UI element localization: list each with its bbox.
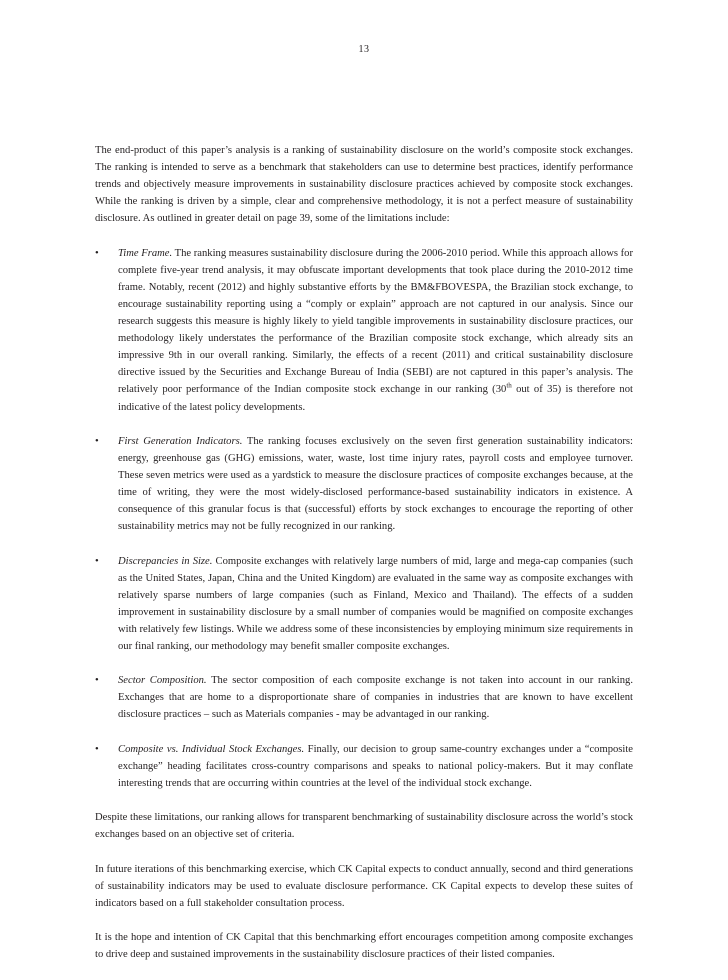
limitations-list <box>95 245 633 792</box>
bullet-icon: • <box>95 435 99 447</box>
closing-paragraph: It is the hope and intention of CK Capital that this benchmarking effort encourages competition among composite exchanges to drive deep and sustained improvements in the sustainability disclosure practices of their listed companies. <box>95 932 633 961</box>
limitation-title: First Generation Indicators. <box>118 435 243 447</box>
limitation-title: Composite vs. Individual Stock Exchanges. <box>118 743 305 755</box>
limitation-text: The sector composition of each composite exchange is not taken into account in our ranking. Exchanges that are home to a disproportionate share of companies in industries that are known to have excellent disclosure practices – such as Materials companies - may be advantaged in our ranking. <box>118 675 633 721</box>
intro-paragraph: The end-product of this paper’s analysis is a ranking of sustainability disclosure on the world’s composite stock exchanges. The ranking is intended to serve as a benchmark that stakeholders can use to determine best practices, identify performance trends and objectively measure improvements in sustainability disclosure practices achieved by composite stock exchanges. While the ranking is driven by a simple, clear and comprehensive methodology, it is not a perfect measure of sustainability disclosure. As outlined in greater detail on page 39, some of the limitations include: <box>95 145 633 225</box>
limitation-title: Discrepancies in Size. <box>118 555 213 567</box>
bullet-icon: • <box>95 555 99 567</box>
bullet-icon: • <box>95 247 99 259</box>
bullet-icon: • <box>95 675 99 687</box>
limitation-text: Finally, our decision to group same-country exchanges under a “composite exchange” heading facilitates cross-country comparisons and speaks to national policy-makers. But it may conflate interesting trends that are occurring within countries at the level of the individual stock exchange. <box>118 743 633 789</box>
bullet-icon: • <box>95 743 99 755</box>
limitation-text-continued: out of 35) is therefore not indicative of the latest policy developments. <box>118 384 633 413</box>
limitation-text: Composite exchanges with relatively large numbers of mid, large and mega-cap companies (such as the United States, Japan, China and the United Kingdom) are evaluated in the same way as composite exchanges with relatively sparse numbers of large companies (such as Finland, Mexico and Thailand). The effects of a sudden improvement in sustainability disclosure by a small number of companies would be magnified on composite exchanges with relatively few listings. While we address some of these inconsistencies by employing minimum size requirements in our final ranking, our methodology may benefit smaller composite exchanges. <box>118 555 633 652</box>
body-text <box>95 142 633 980</box>
limitation-text: The ranking focuses exclusively on the seven first generation sustainability indicators: energy, greenhouse gas (GHG) emissions, water, waste, lost time injury rates, payroll costs and employee turnover. These seven metrics were used as a yardstick to measure the disclosure practices of composite exchanges because, at the time of writing, they were the most widely-disclosed performance-based sustainability indicators in existence. A consequence of this granular focus is that (successful) efforts by stock exchanges to encourage the reporting of other sustainability metrics may not be fully recognized in our ranking. <box>118 435 633 533</box>
closing-paragraph: Despite these limitations, our ranking allows for transparent benchmarking of sustainability disclosure across the world’s stock exchanges based on an objective set of criteria. <box>95 812 633 841</box>
limitation-discrepancies-in-size <box>95 553 633 656</box>
closing-paragraph: In future iterations of this benchmarking exercise, which CK Capital expects to conduct annually, second and third generations of sustainability indicators may be used to evaluate disclosure performance. CK Capital expects to develop these suites of indicators based on a full stakeholder consultation process. <box>95 863 633 909</box>
limitation-time-frame <box>95 245 633 416</box>
limitation-sector-composition <box>95 672 633 723</box>
page-number: 13 <box>358 44 370 55</box>
limitation-first-generation-indicators <box>95 433 633 536</box>
limitation-title: Sector Composition. <box>118 675 207 687</box>
limitation-title: Time Frame. <box>118 247 173 259</box>
limitation-composite-vs-individual <box>95 741 633 792</box>
limitation-text: The ranking measures sustainability disclosure during the 2006-2010 period. While this approach allows for complete five-year trend analysis, it may obfuscate important developments that took place during the 2010-2012 time frame. Notably, recent (2012) and highly substantive efforts by the BM&FBOVESPA, the Brazilian stock exchange, to encourage sustainability reporting using a “comply or explain” approach are not captured in our analysis. Since our research suggests this measure is highly likely to yield tangible improvements in sustainability disclosure practices, our methodology likely understates the performance of the Brazilian composite stock exchange, which already sits an impressive 9th in our overall ranking. Similarly, the effects of a recent (2011) and critical sustainability disclosure directive issued by the Securities and Exchange Bureau of India (SEBI) are not captured in this paper’s analysis. The relatively poor performance of the Indian composite stock exchange in our ranking (30 <box>118 247 633 396</box>
ordinal-suffix: th <box>506 381 512 390</box>
